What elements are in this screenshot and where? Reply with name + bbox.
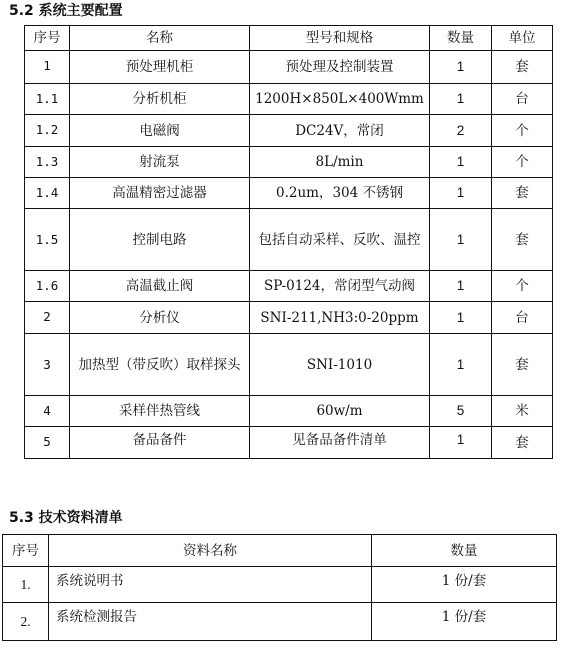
table-row [25, 51, 553, 84]
row-qty: 2 [430, 115, 492, 147]
table-row [25, 209, 553, 271]
row-name: 电磁阀 [70, 115, 250, 147]
table-row [3, 603, 557, 641]
table-row [25, 334, 553, 396]
row-name: 高温精密过滤器 [70, 178, 250, 209]
row-unit: 套 [492, 51, 553, 84]
row-qty: 1 [430, 271, 492, 302]
row-spec: SNI-211,NH3:0-20ppm [250, 302, 430, 334]
table-row [3, 567, 557, 603]
table-header-row [3, 535, 557, 567]
row-unit: 米 [492, 396, 553, 427]
system-config-table [24, 25, 553, 459]
row-unit: 套 [492, 178, 553, 209]
row-spec: 60w/m [250, 396, 430, 427]
row-name: 分析机柜 [70, 84, 250, 115]
section-title-system-config: 5.2 系统主要配置 [9, 3, 123, 19]
row-spec: SNI-1010 [250, 334, 430, 396]
header-no: 序号 [25, 26, 70, 51]
table-row [25, 84, 553, 115]
row-name: 控制电路 [70, 209, 250, 271]
row-no: 4 [25, 396, 70, 427]
table-row [25, 302, 553, 334]
row-unit: 台 [492, 302, 553, 334]
row-unit: 套 [492, 334, 553, 396]
row-qty: 1 [430, 147, 492, 178]
row-spec: 0.2um，304 不锈钢 [250, 178, 430, 209]
row-unit: 个 [492, 271, 553, 302]
table-row [25, 427, 553, 459]
row-spec: 包括自动采样、反吹、温控 [250, 209, 430, 271]
row-qty: 1 [430, 51, 492, 84]
table-row [25, 115, 553, 147]
row-qty: 5 [430, 396, 492, 427]
row-qty: 1 [430, 84, 492, 115]
row-no: 1.3 [25, 147, 70, 178]
row-name: 射流泵 [70, 147, 250, 178]
row-spec: 1200H×850L×400Wmm [250, 84, 430, 115]
header-spec: 型号和规格 [250, 26, 430, 51]
header-qty: 数量 [430, 26, 492, 51]
row-spec: 8L/min [250, 147, 430, 178]
row-no: 5 [25, 427, 70, 459]
row-name: 预处理机柜 [70, 51, 250, 84]
row-unit: 个 [492, 115, 553, 147]
row-no: 2 [25, 302, 70, 334]
row-no: 1.1 [25, 84, 70, 115]
section-title-tech-docs: 5.3 技术资料清单 [9, 510, 123, 526]
row-qty: 1 [430, 178, 492, 209]
row-qty: 1 [430, 209, 492, 271]
row-no: 1.4 [25, 178, 70, 209]
row-qty: 1 [430, 427, 492, 459]
row-name: 高温截止阀 [70, 271, 250, 302]
row-name: 分析仪 [70, 302, 250, 334]
row-spec: 预处理及控制装置 [250, 51, 430, 84]
row-no: 1.2 [25, 115, 70, 147]
row-no: 1.5 [25, 209, 70, 271]
row-name: 加热型（带反吹）取样探头 [70, 334, 250, 396]
row-name: 采样伴热管线 [70, 396, 250, 427]
row-no: 1 [25, 51, 70, 84]
header-name: 名称 [70, 26, 250, 51]
header-unit: 单位 [492, 26, 553, 51]
table-row [25, 396, 553, 427]
row-spec: 见备品备件清单 [250, 427, 430, 459]
row-spec: DC24V，常闭 [250, 115, 430, 147]
row-no: 1.6 [25, 271, 70, 302]
table-row [25, 178, 553, 209]
tech-docs-table [2, 534, 557, 641]
row-qty: 1 [430, 302, 492, 334]
header-qty: 数量 [372, 535, 557, 567]
row-spec: SP-0124，常闭型气动阀 [250, 271, 430, 302]
table-row [25, 147, 553, 178]
row-unit: 套 [492, 209, 553, 271]
row-unit: 套 [492, 427, 553, 459]
row-unit: 个 [492, 147, 553, 178]
row-unit: 台 [492, 84, 553, 115]
header-no: 序号 [3, 535, 49, 567]
row-name: 备品备件 [70, 427, 250, 459]
table-row [25, 271, 553, 302]
row-no: 1. [3, 567, 49, 603]
row-qty: 1 [430, 334, 492, 396]
row-doc-name: 系统说明书 [49, 567, 372, 603]
row-qty: 1 份/套 [372, 603, 557, 641]
table-header-row [25, 26, 553, 51]
row-no: 3 [25, 334, 70, 396]
row-doc-name: 系统检测报告 [49, 603, 372, 641]
row-no: 2. [3, 603, 49, 641]
header-doc-name: 资料名称 [49, 535, 372, 567]
row-qty: 1 份/套 [372, 567, 557, 603]
